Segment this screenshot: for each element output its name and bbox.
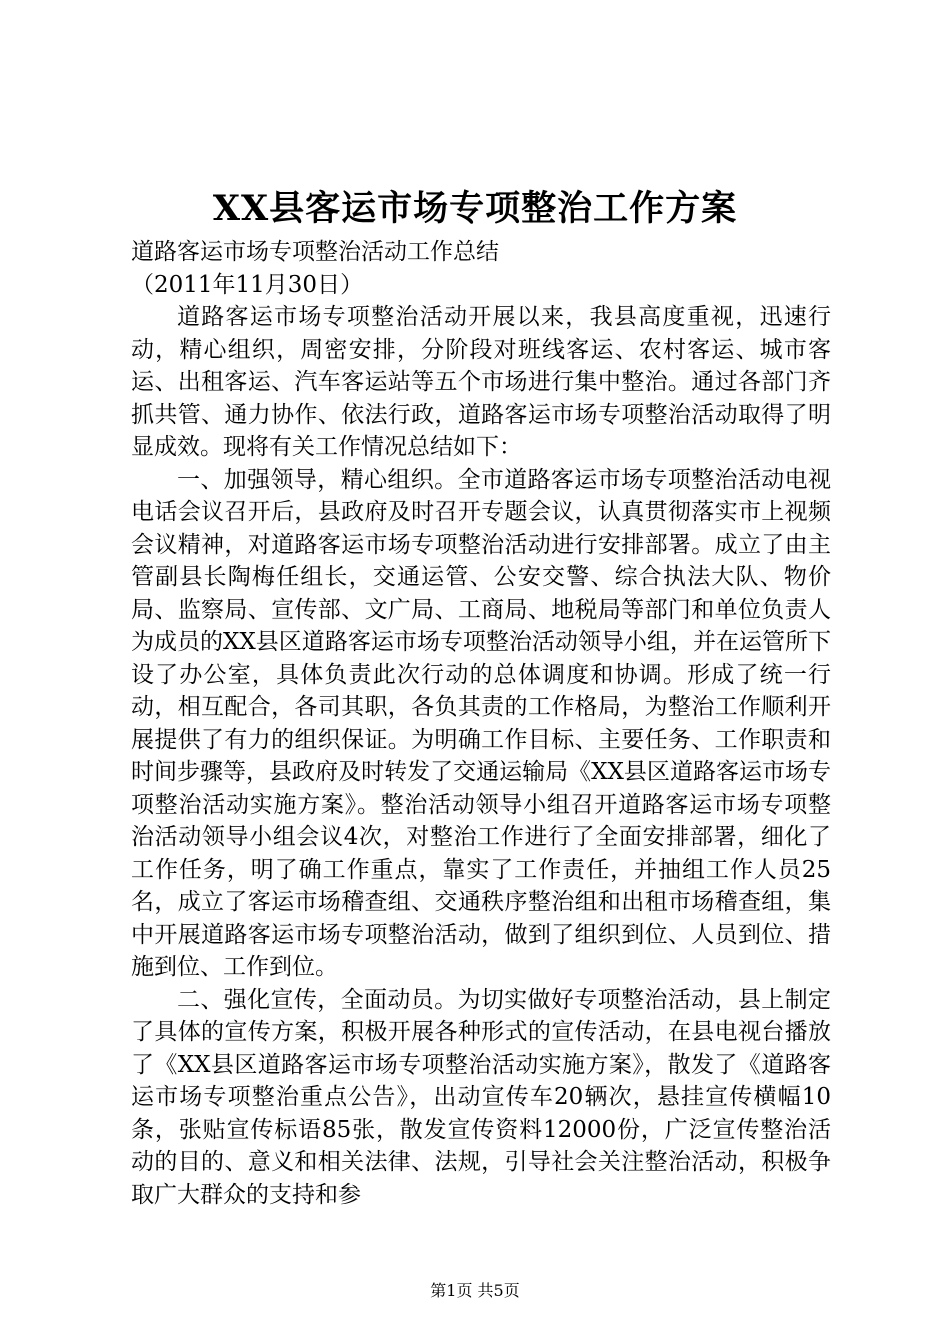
document-body — [131, 236, 831, 1211]
document-date: （2011年11月30日） — [131, 271, 364, 298]
paragraph-section-one: 一、加强领导，精心组织。全市道路客运市场专项整治活动电视电话会议召开后，县政府及时召开专题会议，认真贯彻落实市上视频会议精神，对道路客运市场专项整治活动进行安排部署。成立了由主管副县长陶梅任组长，交通运管、公安交警、综合执法大队、物价局、监察局、宣传部、文广局、工商局、地税局等部门和单位负责人为成员的XX县区道路客运市场专项整治活动领导小组，并在运管所下设了办公室，具体负责此次行动的总体调度和协调。形成了统一行动，相互配合，各司其职，各负其责的工作格局，为整治工作顺利开展提供了有力的组织保证。为明确工作目标、主要任务、工作职责和时间步骤等，县政府及时转发了交通运输局《XX县区道路客运市场专项整治活动实施方案》。整治活动领导小组召开道路客运市场专项整治活动领导小组会议4次，对整治工作进行了全面安排部署，细化了工作任务，明了确工作重点，靠实了工作责任，并抽组工作人员25名，成立了客运市场稽查组、交通秩序整治组和出租市场稽查组，集中开展道路客运市场专项整治活动，做到了组织到位、人员到位、措施到位、工作到位。 — [131, 466, 831, 980]
page-footer: 第1页 共5页 — [430, 1281, 520, 1300]
document-subtitle: 道路客运市场专项整治活动工作总结 — [131, 239, 499, 265]
document-title: XX县客运市场专项整治工作方案 — [212, 188, 738, 229]
paragraph-intro: 道路客运市场专项整治活动开展以来，我县高度重视，迅速行动，精心组织，周密安排，分阶段对班线客运、农村客运、城市客运、出租客运、汽车客运站等五个市场进行集中整治。通过各部门齐抓共管、通力协作、依法行政，道路客运市场专项整治活动取得了明显成效。现将有关工作情况总结如下： — [131, 304, 831, 460]
paragraph-section-two: 二、强化宣传，全面动员。为切实做好专项整治活动，县上制定了具体的宣传方案，积极开展各种形式的宣传活动，在县电视台播放了《XX县区道路客运市场专项整治活动实施方案》，散发了《道路客运市场专项整治重点公告》，出动宣传车20辆次，悬挂宣传横幅10条，张贴宣传标语85张，散发宣传资料12000份，广泛宣传整治活动的目的、意义和相关法律、法规，引导社会关注整治活动，积极争取广大群众的支持和参 — [131, 986, 831, 1208]
